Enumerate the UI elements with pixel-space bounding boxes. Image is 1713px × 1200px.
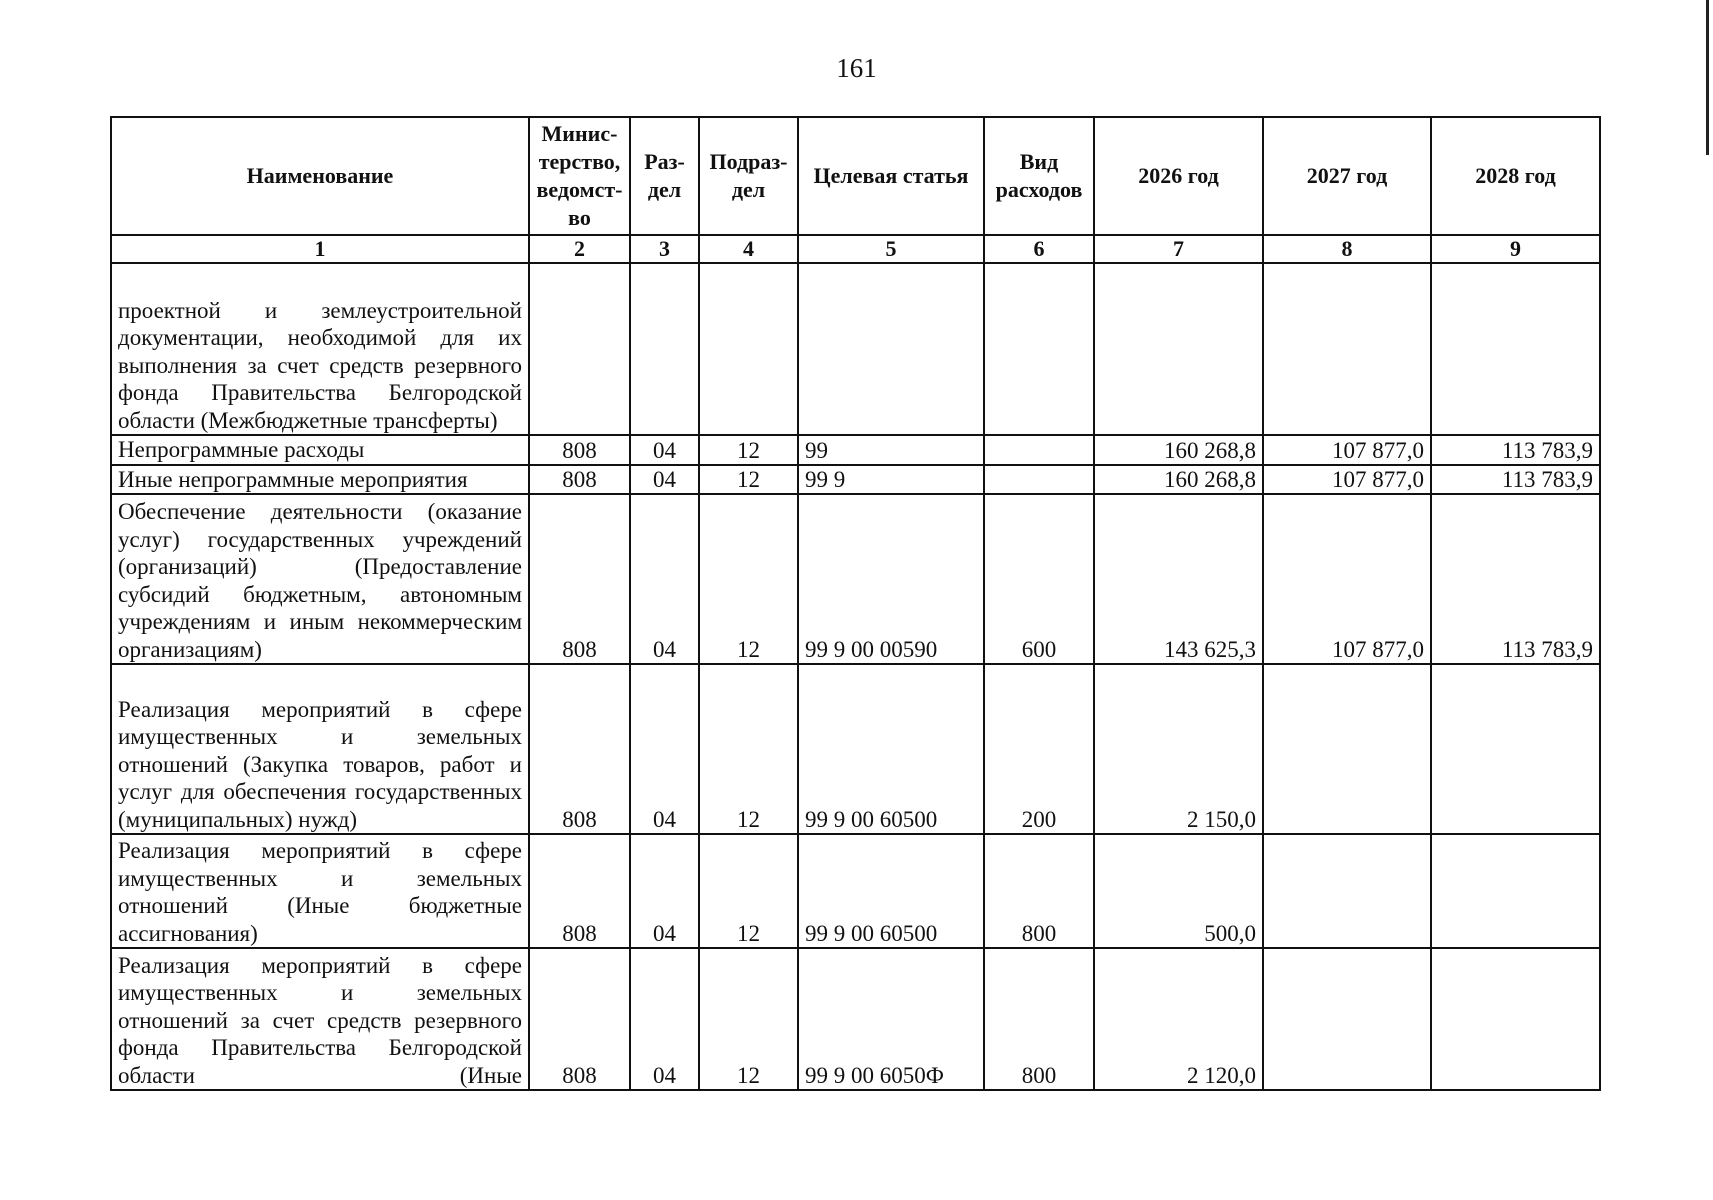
table-row — [111, 834, 1600, 948]
row-ministry: 808 — [529, 664, 630, 834]
row-2027 — [1263, 664, 1431, 834]
page-number: 161 — [836, 53, 877, 83]
header-name: Наименование — [111, 117, 529, 235]
row-2027: 107 877,0 — [1263, 494, 1431, 664]
row-2027 — [1263, 263, 1431, 435]
row-2028 — [1431, 948, 1600, 1090]
row-subsection: 12 — [699, 948, 798, 1090]
row-name: проектной и землеустроительной документации, необходимой для их выполнения за счет средств резервного фонда Правительства Белгородской области (Межбюджетные трансферты) — [111, 263, 529, 435]
row-section: 04 — [630, 465, 699, 495]
row-2028: 113 783,9 — [1431, 465, 1600, 495]
column-number: 5 — [798, 235, 984, 263]
row-target: 99 9 00 00590 — [798, 494, 984, 664]
row-target: 99 9 00 60500 — [798, 664, 984, 834]
row-subsection: 12 — [699, 465, 798, 495]
row-2027 — [1263, 834, 1431, 948]
row-ministry — [529, 263, 630, 435]
row-type — [984, 435, 1094, 465]
row-ministry: 808 — [529, 834, 630, 948]
row-2028: 113 783,9 — [1431, 435, 1600, 465]
table-row — [111, 948, 1600, 1090]
header-2026: 2026 год — [1094, 117, 1263, 235]
row-2026 — [1094, 263, 1263, 435]
header-type: Вид расходов — [984, 117, 1094, 235]
column-number: 1 — [111, 235, 529, 263]
header-row — [111, 117, 1600, 235]
row-name: Реализация мероприятий в сфере имущественных и земельных отношений за счет средств резервного фонда Правительства Белгородской области (Иные — [111, 948, 529, 1090]
row-ministry: 808 — [529, 465, 630, 495]
row-2026: 2 120,0 — [1094, 948, 1263, 1090]
row-section: 04 — [630, 948, 699, 1090]
row-section: 04 — [630, 834, 699, 948]
row-2028 — [1431, 263, 1600, 435]
row-2026: 160 268,8 — [1094, 465, 1263, 495]
row-subsection: 12 — [699, 494, 798, 664]
row-name: Иные непрограммные мероприятия — [111, 465, 529, 495]
row-section: 04 — [630, 664, 699, 834]
column-number: 4 — [699, 235, 798, 263]
header-subsection: Подраз-дел — [699, 117, 798, 235]
row-2028 — [1431, 664, 1600, 834]
row-2026: 160 268,8 — [1094, 435, 1263, 465]
row-2027: 107 877,0 — [1263, 465, 1431, 495]
row-name: Непрограммные расходы — [111, 435, 529, 465]
row-section: 04 — [630, 494, 699, 664]
column-number: 9 — [1431, 235, 1600, 263]
row-type: 600 — [984, 494, 1094, 664]
header-2027: 2027 год — [1263, 117, 1431, 235]
row-target — [798, 263, 984, 435]
header-2028: 2028 год — [1431, 117, 1600, 235]
row-name: Реализация мероприятий в сфере имущественных и земельных отношений (Закупка товаров, работ и услуг для обеспечения государственных (муниципальных) нужд) — [111, 664, 529, 834]
scan-edge-line — [1706, 0, 1709, 155]
row-2026: 143 625,3 — [1094, 494, 1263, 664]
column-number: 8 — [1263, 235, 1431, 263]
row-name: Обеспечение деятельности (оказание услуг) государственных учреждений (организаций) (Предоставление субсидий бюджетным, автономным учреждениям и иным некоммерческим организациям) — [111, 494, 529, 664]
row-ministry: 808 — [529, 948, 630, 1090]
row-ministry: 808 — [529, 494, 630, 664]
column-number: 6 — [984, 235, 1094, 263]
header-section: Раз-дел — [630, 117, 699, 235]
table-row — [111, 263, 1600, 435]
row-target: 99 9 00 6050Ф — [798, 948, 984, 1090]
row-2028: 113 783,9 — [1431, 494, 1600, 664]
row-2026: 2 150,0 — [1094, 664, 1263, 834]
row-subsection: 12 — [699, 834, 798, 948]
column-number: 7 — [1094, 235, 1263, 263]
budget-table — [110, 116, 1601, 1091]
row-2027 — [1263, 948, 1431, 1090]
row-name: Реализация мероприятий в сфере имущественных и земельных отношений (Иные бюджетные ассигнования) — [111, 834, 529, 948]
row-subsection: 12 — [699, 664, 798, 834]
row-type — [984, 263, 1094, 435]
table-row — [111, 435, 1600, 465]
row-ministry: 808 — [529, 435, 630, 465]
row-2026: 500,0 — [1094, 834, 1263, 948]
column-number: 2 — [529, 235, 630, 263]
row-type: 800 — [984, 834, 1094, 948]
row-2028 — [1431, 834, 1600, 948]
row-section: 04 — [630, 435, 699, 465]
header-ministry: Минис-терство, ведомст-во — [529, 117, 630, 235]
table-row — [111, 664, 1600, 834]
column-number-row — [111, 235, 1600, 263]
row-type: 800 — [984, 948, 1094, 1090]
table-row — [111, 465, 1600, 495]
row-subsection: 12 — [699, 435, 798, 465]
row-type: 200 — [984, 664, 1094, 834]
table-row — [111, 494, 1600, 664]
row-section — [630, 263, 699, 435]
row-2027: 107 877,0 — [1263, 435, 1431, 465]
row-target: 99 9 00 60500 — [798, 834, 984, 948]
row-subsection — [699, 263, 798, 435]
column-number: 3 — [630, 235, 699, 263]
row-target: 99 9 — [798, 465, 984, 495]
row-type — [984, 465, 1094, 495]
header-target: Целевая статья — [798, 117, 984, 235]
row-target: 99 — [798, 435, 984, 465]
